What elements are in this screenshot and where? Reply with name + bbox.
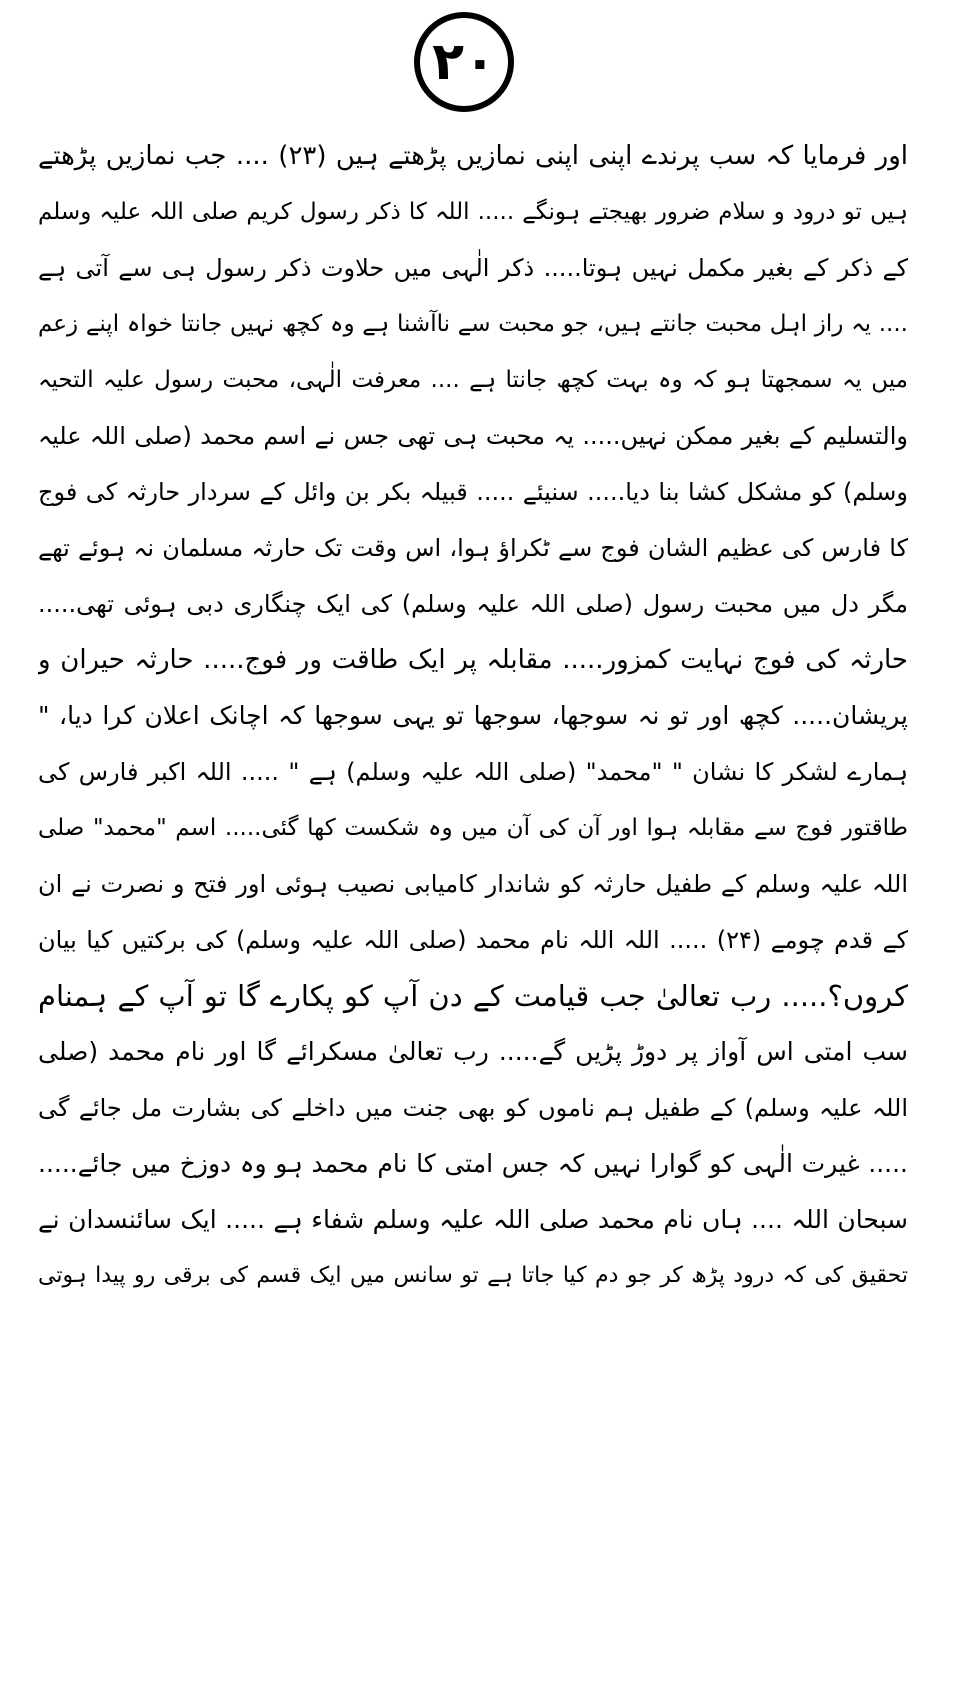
text-line-14: اللہ علیہ وسلم کے طفیل حارثہ کو شاندار کامیابی نصیب ہوئی اور فتح و نصرت نے ان (38, 870, 908, 898)
text-line-13: طاقتور فوج سے مقابلہ ہوا اور آن کی آن میں وہ شکست کھا گئی..... اسم "محمد" صلی (38, 815, 908, 841)
text-line-10: حارثہ کی فوج نہایت کمزور..... مقابلہ پر ایک طاقت ور فوج..... حارثہ حیران و (38, 645, 908, 675)
text-line-2: ہیں تو درود و سلام ضرور بھیجتے ہونگے ..... اللہ کا ذکر رسول کریم صلی اللہ علیہ وسلم (38, 199, 908, 225)
text-line-16: کروں؟..... رب تعالیٰ جب قیامت کے دن آپ کو پکارے گا تو آپ کے ہمنام (38, 979, 908, 1013)
text-line-18: اللہ علیہ وسلم) کے طفیل ہم ناموں کو بھی جنت میں داخلے کی بشارت مل جائے گی (38, 1094, 908, 1122)
text-line-15: کے قدم چومے (۲۴) ..... اللہ اللہ نام محمد (صلی اللہ علیہ وسلم) کی برکتیں کیا بیان (38, 926, 908, 954)
text-line-4: .... یہ راز اہل محبت جانتے ہیں، جو محبت سے ناآشنا ہے وہ کچھ نہیں جانتا خواہ اپنے زعم (38, 311, 908, 337)
page-number-circle: ۲۰ (414, 12, 514, 112)
text-line-20: سبحان اللہ .... ہاں نام محمد صلی اللہ علیہ وسلم شفاء ہے ..... ایک سائنسدان نے (38, 1205, 908, 1234)
text-line-11: پریشان..... کچھ اور تو نہ سوجھا، سوجھا تو یہی سوجھا کہ اچانک اعلان کرا دیا، " (38, 701, 908, 730)
text-line-5: میں یہ سمجھتا ہو کہ وہ بہت کچھ جانتا ہے .... معرفت الٰہی، محبت رسول علیہ التحیہ (38, 367, 908, 393)
text-line-9: مگر دل میں محبت رسول (صلی اللہ علیہ وسلم) کی ایک چنگاری دبی ہوئی تھی..... (38, 590, 908, 618)
text-line-21: تحقیق کی کہ درود پڑھ کر جو دم کیا جاتا ہے تو سانس میں ایک قسم کی برقی رو پیدا ہوتی (38, 1263, 908, 1288)
text-line-8: کا فارس کی عظیم الشان فوج سے ٹکراؤ ہوا، اس وقت تک حارثہ مسلمان نہ ہوئے تھے (38, 534, 908, 562)
text-line-17: سب امتی اس آواز پر دوڑ پڑیں گے..... رب تعالیٰ مسکرائے گا اور نام محمد (صلی (38, 1037, 908, 1066)
urdu-body-text (38, 128, 908, 1304)
text-line-12: ہمارے لشکر کا نشان " "محمد" (صلی اللہ علیہ وسلم) ہے " ..... اللہ اکبر فارس کی (38, 758, 908, 786)
text-line-7: وسلم) کو مشکل کشا بنا دیا..... سنیئے ..... قبیلہ بکر بن وائل کے سردار حارثہ کی فوج (38, 478, 908, 506)
text-line-1: اور فرمایا کہ سب پرندے اپنی اپنی نمازیں پڑھتے ہیں (۲۳) .... جب نمازیں پڑھتے (38, 141, 908, 171)
text-line-19: ..... غیرت الٰہی کو گوارا نہیں کہ جس امتی کا نام محمد ہو وہ دوزخ میں جائے..... (38, 1149, 908, 1178)
text-line-3: کے ذکر کے بغیر مکمل نہیں ہوتا..... ذکر الٰہی میں حلاوت ذکر رسول ہی سے آتی ہے (38, 254, 908, 282)
text-line-6: والتسلیم کے بغیر ممکن نہیں..... یہ محبت ہی تھی جس نے اسم محمد (صلی اللہ علیہ (38, 422, 908, 450)
